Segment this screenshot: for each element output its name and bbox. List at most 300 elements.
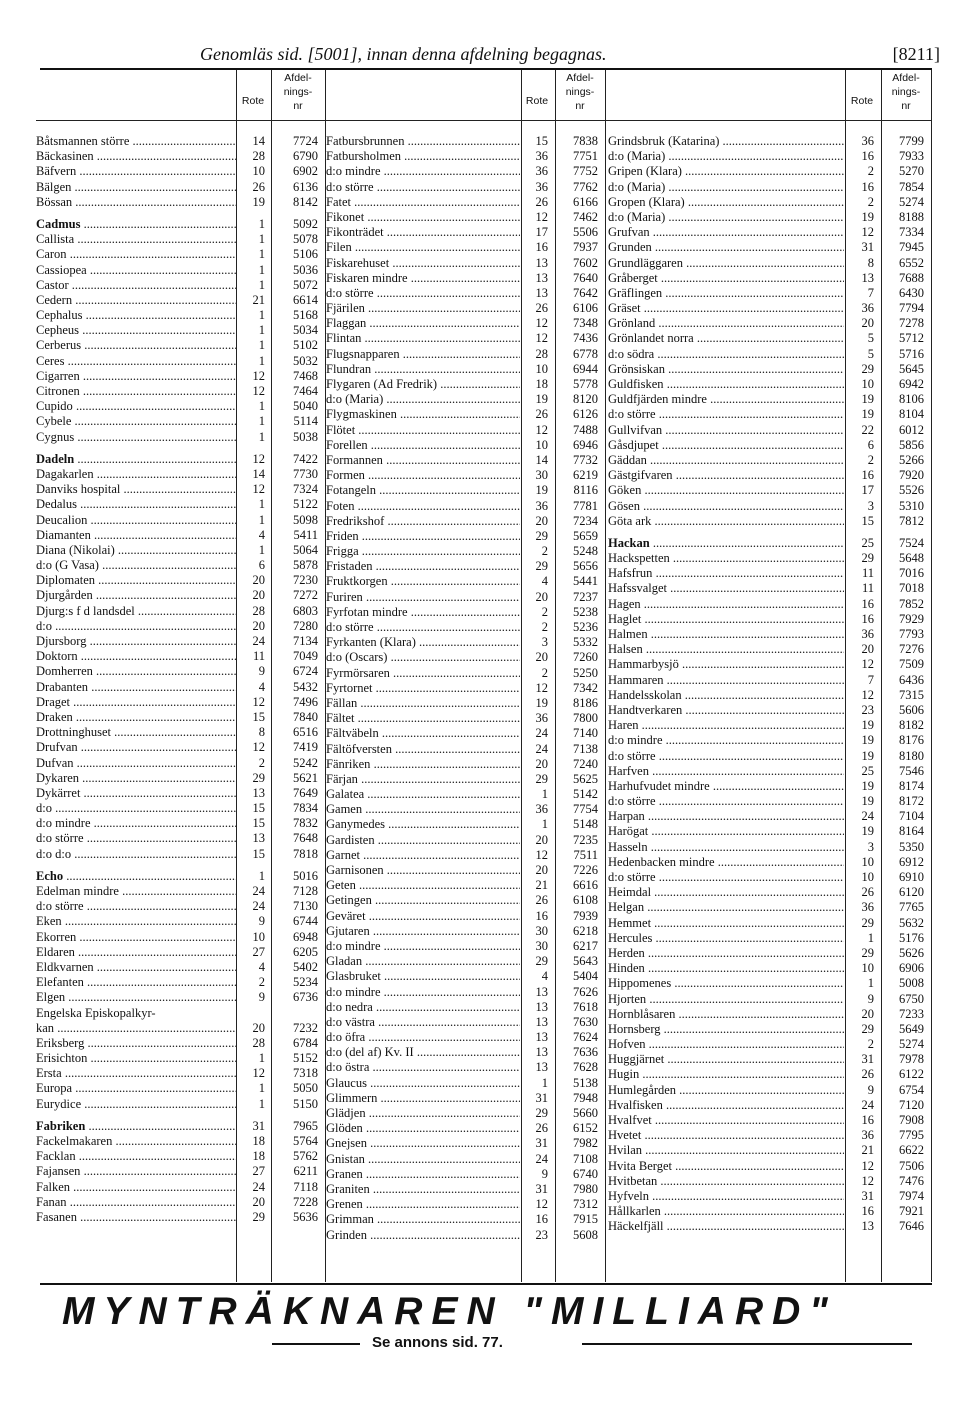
list-item: [36, 149, 326, 164]
afdelnings-nr-value: 5856: [882, 438, 924, 453]
list-item: [36, 695, 326, 710]
list-item: [36, 232, 326, 247]
list-item: [326, 650, 608, 665]
afdelnings-nr-value: 7234: [556, 514, 598, 529]
block-name-text: Granen: [326, 1166, 363, 1181]
afdelnings-nr-value: 6108: [556, 893, 598, 908]
afdelnings-nr-value: 7419: [272, 740, 318, 755]
block-name: [326, 1136, 520, 1151]
list-item: [608, 134, 932, 149]
rote-value: 24: [237, 1180, 265, 1195]
list-item: [36, 384, 326, 399]
block-name: [326, 650, 520, 665]
list-item: [326, 772, 608, 787]
block-name: [326, 468, 520, 483]
block-name-text: Fyrmörsaren: [326, 665, 390, 680]
block-name-text: Flintan: [326, 331, 362, 346]
block-name-text: Grönsiskan: [608, 361, 665, 376]
list-item: [326, 1182, 608, 1197]
list-item: [608, 840, 932, 855]
block-name-text: d:o större: [608, 748, 656, 763]
afdelnings-nr-value: 7688: [882, 271, 924, 286]
afdelnings-nr-value: 7732: [556, 453, 598, 468]
afdelnings-nr-value: 5040: [272, 399, 318, 414]
list-item: [36, 217, 326, 232]
afdelnings-nr-value: 5008: [882, 976, 924, 991]
afdelnings-nr-value: 7546: [882, 764, 924, 779]
block-name-text: Harhufvudet mindre: [608, 778, 710, 793]
afdelnings-nr-value: 7049: [272, 649, 318, 664]
list-item: [608, 1219, 932, 1234]
block-name: [36, 195, 236, 210]
block-name: [608, 688, 844, 703]
block-name: [36, 543, 236, 558]
afdelnings-nr-value: 7140: [556, 726, 598, 741]
rote-value: 12: [522, 331, 548, 346]
rote-value: 12: [522, 1197, 548, 1212]
block-name-text: Fältöfversten: [326, 741, 392, 756]
rote-value: 16: [522, 1212, 548, 1227]
list-item: [36, 930, 326, 945]
block-name-text: Fiskaren mindre: [326, 270, 408, 285]
block-name-text: Deucalion: [36, 512, 88, 527]
list-item: [326, 1030, 608, 1045]
block-name-text: Erisichton: [36, 1051, 88, 1066]
afdelnings-header: nings-: [283, 86, 313, 98]
block-name-text: Guldfjärden mindre: [608, 392, 707, 407]
block-name: [326, 559, 520, 574]
block-name-text: Göta ark: [608, 513, 652, 528]
afdelnings-nr-value: 7348: [556, 316, 598, 331]
block-name-text: Hafsfrun: [608, 566, 653, 581]
afdelnings-nr-value: 5072: [272, 278, 318, 293]
afdelnings-nr-value: 7016: [882, 566, 924, 581]
afdelnings-nr-value: 7260: [556, 650, 598, 665]
list-item: [326, 1045, 608, 1060]
afdelnings-nr-value: 7108: [556, 1152, 598, 1167]
block-name: [36, 619, 236, 634]
rote-value: 13: [846, 271, 874, 286]
afdelnings-nr-value: 5274: [882, 1037, 924, 1052]
afdelnings-nr-value: 6614: [272, 293, 318, 308]
rote-value: 13: [522, 1060, 548, 1075]
rote-value: 29: [237, 1210, 265, 1225]
list-item: [608, 885, 932, 900]
afdelnings-nr-value: 7280: [272, 619, 318, 634]
list-item: [36, 975, 326, 990]
afdelnings-nr-value: 7793: [882, 627, 924, 642]
afdelnings-nr-value: 5332: [556, 635, 598, 650]
list-item: [608, 392, 932, 407]
rote-value: 29: [522, 772, 548, 787]
afdelnings-nr-value: 7324: [272, 482, 318, 497]
block-name-text: Grimman: [326, 1212, 374, 1227]
block-name-text: Cerberus: [36, 338, 82, 353]
block-name: [36, 740, 236, 755]
block-name: [608, 256, 844, 271]
header-underline: [608, 120, 932, 121]
afdelnings-nr-value: 7226: [556, 863, 598, 878]
afdelnings-nr-value: 7965: [272, 1119, 318, 1134]
block-name: [608, 438, 844, 453]
block-name-text: Ceres: [36, 353, 65, 368]
afdelnings-nr-value: 7232: [272, 1021, 318, 1036]
afdelnings-nr-value: 6790: [272, 149, 318, 164]
block-name: [608, 225, 844, 240]
list-item: [36, 497, 326, 512]
entry-list: [608, 134, 932, 1235]
block-name: [608, 718, 844, 733]
list-item: [608, 1052, 932, 1067]
list-item: [608, 961, 932, 976]
afdelnings-nr-value: 5032: [272, 354, 318, 369]
block-name-text: Fänriken: [326, 756, 371, 771]
afdelnings-nr-value: 8174: [882, 779, 924, 794]
block-name-text: Dadeln: [36, 451, 75, 466]
list-item: [36, 134, 326, 149]
list-item: [608, 1037, 932, 1052]
block-name: [608, 733, 844, 748]
block-name-text: Fotangeln: [326, 483, 376, 498]
rote-header: Rote: [241, 95, 265, 107]
afdelnings-nr-value: 7496: [272, 695, 318, 710]
block-name-text: Hvitbetan: [608, 1173, 658, 1188]
list-item: [326, 1152, 608, 1167]
afdelnings-nr-value: 5649: [882, 1022, 924, 1037]
list-item: [608, 195, 932, 210]
rote-value: 4: [522, 969, 548, 984]
block-name: [326, 711, 520, 726]
block-name: [326, 635, 520, 650]
list-item: [608, 377, 932, 392]
rote-value: 36: [846, 900, 874, 915]
block-name-text: Gråberget: [608, 270, 658, 285]
afdelnings-nr-value: 6205: [272, 945, 318, 960]
block-name-text: Dykaren: [36, 770, 80, 785]
rote-value: 26: [522, 301, 548, 316]
rote-value: 10: [846, 870, 874, 885]
block-name-text: Elgen: [36, 990, 66, 1005]
list-item: [608, 1067, 932, 1082]
block-name: [326, 1030, 520, 1045]
block-name: [326, 1212, 520, 1227]
afdelnings-nr-value: 5266: [882, 453, 924, 468]
rote-value: 23: [846, 703, 874, 718]
afdelnings-nr-value: 6750: [882, 992, 924, 1007]
rote-value: 1: [237, 414, 265, 429]
rote-value: 36: [846, 134, 874, 149]
block-name: [36, 247, 236, 262]
list-item: [326, 817, 608, 832]
list-item: [36, 960, 326, 975]
block-name-text: d:o (del af) Kv. II: [326, 1045, 414, 1060]
block-name-text: Fyrtornet: [326, 680, 373, 695]
block-name: [326, 423, 520, 438]
block-name: [36, 354, 236, 369]
afdelnings-nr-value: 6218: [556, 924, 598, 939]
list-item: [36, 649, 326, 664]
afdelnings-nr-value: 5621: [272, 771, 318, 786]
block-name: [326, 1167, 520, 1182]
afdelnings-nr-value: 5142: [556, 787, 598, 802]
section-gap: [36, 1112, 326, 1119]
afdelnings-nr-value: 8186: [556, 696, 598, 711]
rote-value: 13: [522, 1045, 548, 1060]
rote-value: 12: [237, 482, 265, 497]
rote-value: 36: [846, 627, 874, 642]
list-item: [36, 831, 326, 846]
afdelnings-nr-value: 5176: [882, 931, 924, 946]
afdelnings-nr-value: 7939: [556, 909, 598, 924]
rote-value: 2: [846, 1037, 874, 1052]
rote-value: 36: [522, 164, 548, 179]
rote-value: 29: [522, 529, 548, 544]
block-name: [326, 969, 520, 984]
list-item: [36, 430, 326, 445]
block-name-text: d:o större: [608, 870, 656, 884]
rote-value: 19: [846, 794, 874, 809]
block-name-text: Fruktkorgen: [326, 574, 388, 589]
block-name: [608, 1204, 844, 1219]
rote-value: 24: [237, 899, 265, 914]
list-item: [326, 848, 608, 863]
block-name: [326, 180, 520, 195]
rote-value: 1: [237, 1081, 265, 1096]
block-name: [36, 588, 236, 603]
list-item: [36, 914, 326, 929]
list-item: [326, 590, 608, 605]
block-name-text: Eldaren: [36, 944, 75, 959]
list-item: [326, 893, 608, 908]
list-item: [36, 308, 326, 323]
afdelnings-nr-value: 6948: [272, 930, 318, 945]
rote-value: 20: [522, 863, 548, 878]
afdelnings-nr-value: 7646: [882, 1219, 924, 1234]
ad-title: MYNTRÄKNAREN "MILLIARD": [62, 1290, 837, 1333]
rote-value: 29: [846, 1022, 874, 1037]
list-item: [326, 483, 608, 498]
block-name-text: d:o södra: [608, 346, 655, 361]
block-name-text: Djursborg: [36, 634, 87, 648]
rote-value: 12: [237, 1066, 265, 1081]
block-name-text: Flygaren (Ad Fredrik): [326, 377, 438, 391]
block-name: [36, 430, 236, 445]
block-name: [608, 316, 844, 331]
block-name: [326, 574, 520, 589]
list-item: [326, 742, 608, 757]
block-name-text: Fatbursbrunnen: [326, 134, 405, 148]
rote-value: 16: [846, 149, 874, 164]
list-item: [608, 1174, 932, 1189]
block-name-text: Hållkarlen: [608, 1204, 661, 1219]
block-name-text: Filen: [326, 240, 352, 255]
rote-value: 10: [522, 362, 548, 377]
block-name-text: Furiren: [326, 589, 363, 604]
afdelnings-nr-value: 5168: [272, 308, 318, 323]
block-name: [326, 924, 520, 939]
list-item: [326, 331, 608, 346]
block-name: [326, 499, 520, 514]
block-name-text: Dedalus: [36, 497, 77, 512]
block-name-text: Dufvan: [36, 755, 74, 770]
list-item: [326, 164, 608, 179]
block-name-text: Elefanten: [36, 975, 84, 990]
afdelnings-nr-value: 6740: [556, 1167, 598, 1182]
entry-list: [326, 134, 608, 1243]
block-name-text: Eriksberg: [36, 1035, 85, 1050]
list-item: [36, 1195, 326, 1210]
rote-value: 23: [522, 1228, 548, 1243]
list-item: [608, 733, 932, 748]
block-name: [608, 1007, 844, 1022]
block-name: [326, 802, 520, 817]
block-name: [36, 604, 236, 619]
rote-value: 24: [522, 1152, 548, 1167]
block-name-text: d:o större: [326, 179, 374, 194]
block-name: [326, 514, 520, 529]
afdelnings-nr-value: 7436: [556, 331, 598, 346]
rote-value: 20: [237, 573, 265, 588]
afdelnings-nr-value: 7908: [882, 1113, 924, 1128]
rote-value: 3: [846, 840, 874, 855]
block-name-text: Draget: [36, 694, 71, 709]
list-item: [608, 1007, 932, 1022]
block-name: [608, 612, 844, 627]
afdelnings-nr-value: 6552: [882, 256, 924, 271]
list-item: [608, 855, 932, 870]
block-name-text: Flugsnapparen: [326, 346, 400, 361]
afdelnings-nr-value: 7781: [556, 499, 598, 514]
afdelnings-nr-value: 7272: [272, 588, 318, 603]
block-name: [608, 566, 844, 581]
block-name-text: Grönlandet norra: [608, 331, 694, 346]
afdelnings-nr-value: 5878: [272, 558, 318, 573]
list-item: [608, 976, 932, 991]
block-name: [608, 1189, 844, 1204]
afdelnings-nr-value: 7602: [556, 256, 598, 271]
block-name: [36, 369, 236, 384]
list-item: [36, 664, 326, 679]
afdelnings-nr-value: 7840: [272, 710, 318, 725]
block-name-text: Cephalus: [36, 308, 83, 323]
block-name: [36, 695, 236, 710]
rote-value: 29: [522, 559, 548, 574]
rote-value: 26: [522, 893, 548, 908]
afdelnings-nr-value: 6516: [272, 725, 318, 740]
list-item: [608, 407, 932, 422]
list-item: [326, 605, 608, 620]
rote-value: 2: [846, 164, 874, 179]
afdelnings-nr-value: 7799: [882, 134, 924, 149]
rote-value: 36: [846, 1128, 874, 1143]
afdelnings-nr-value: 7626: [556, 985, 598, 1000]
rote-value: 36: [522, 711, 548, 726]
block-name: [326, 1060, 520, 1075]
rote-value: 18: [237, 1134, 265, 1149]
rote-value: 20: [522, 757, 548, 772]
block-name: [36, 634, 236, 649]
list-item: [36, 1051, 326, 1066]
block-name-text: Fällan: [326, 695, 358, 710]
block-name-text: Falken: [36, 1179, 71, 1194]
afdelnings-nr-value: 7648: [272, 831, 318, 846]
block-name-text: Geväret: [326, 908, 366, 923]
block-name: [326, 1106, 520, 1121]
afdelnings-nr-value: 5078: [272, 232, 318, 247]
afdelnings-nr-value: 5441: [556, 574, 598, 589]
afdelnings-nr-value: 5659: [556, 529, 598, 544]
column-header: [608, 70, 932, 120]
afdelnings-nr-value: 6166: [556, 195, 598, 210]
rote-value: 13: [237, 831, 265, 846]
rote-value: 7: [846, 673, 874, 688]
block-name-text: Engelska Episkopalkyr-: [36, 1005, 156, 1020]
block-name-text: Hammarbysjö: [608, 657, 679, 672]
list-item: [608, 673, 932, 688]
block-name: [36, 1006, 236, 1021]
block-name-text: Bälgen: [36, 179, 72, 194]
block-name: [608, 180, 844, 195]
afdelnings-nr-value: 7476: [882, 1174, 924, 1189]
block-name-text: Gripen (Klara): [608, 164, 682, 179]
block-name-text: Fredrikshof: [326, 513, 385, 528]
rote-value: 24: [522, 726, 548, 741]
afdelnings-nr-value: 5625: [556, 772, 598, 787]
block-name-text: Fackelmakaren: [36, 1134, 113, 1148]
block-name-text: Diplomaten: [36, 573, 96, 588]
afdelnings-nr-value: 6944: [556, 362, 598, 377]
rote-value: 12: [522, 316, 548, 331]
section-gap: [36, 445, 326, 452]
list-item: [326, 468, 608, 483]
block-name-text: Fikonet: [326, 209, 365, 224]
block-name: [608, 870, 844, 885]
rote-header: Rote: [525, 95, 549, 107]
block-name: [326, 681, 520, 696]
afdelnings-nr-value: 8142: [272, 195, 318, 210]
list-item: [36, 801, 326, 816]
list-item: [36, 338, 326, 353]
list-item: [36, 195, 326, 210]
afdelnings-nr-value: 6136: [272, 180, 318, 195]
block-name-text: Echo: [36, 868, 64, 883]
list-item: [36, 1210, 326, 1225]
block-name-text: Handtverkaren: [608, 702, 683, 717]
block-name: [608, 551, 844, 566]
block-name-text: d:o större: [608, 794, 656, 809]
block-name-text: Fyrkanten (Klara): [326, 635, 416, 650]
rote-value: 13: [522, 1030, 548, 1045]
block-name: [608, 1128, 844, 1143]
rote-value: 21: [522, 878, 548, 893]
list-item: [36, 604, 326, 619]
list-item: [608, 627, 932, 642]
afdelnings-nr-value: 5236: [556, 620, 598, 635]
afdelnings-nr-value: 7754: [556, 802, 598, 817]
block-name: [36, 960, 236, 975]
block-name: [326, 726, 520, 741]
block-name-text: Fältväbeln: [326, 726, 379, 741]
rote-value: 12: [522, 210, 548, 225]
list-item: [36, 573, 326, 588]
list-item: [326, 1076, 608, 1091]
afdelnings-nr-value: 5152: [272, 1051, 318, 1066]
block-name: [608, 794, 844, 809]
list-item: [36, 1180, 326, 1195]
rote-value: 10: [846, 377, 874, 392]
afdelnings-nr-value: 5092: [272, 217, 318, 232]
afdelnings-nr-value: 7342: [556, 681, 598, 696]
